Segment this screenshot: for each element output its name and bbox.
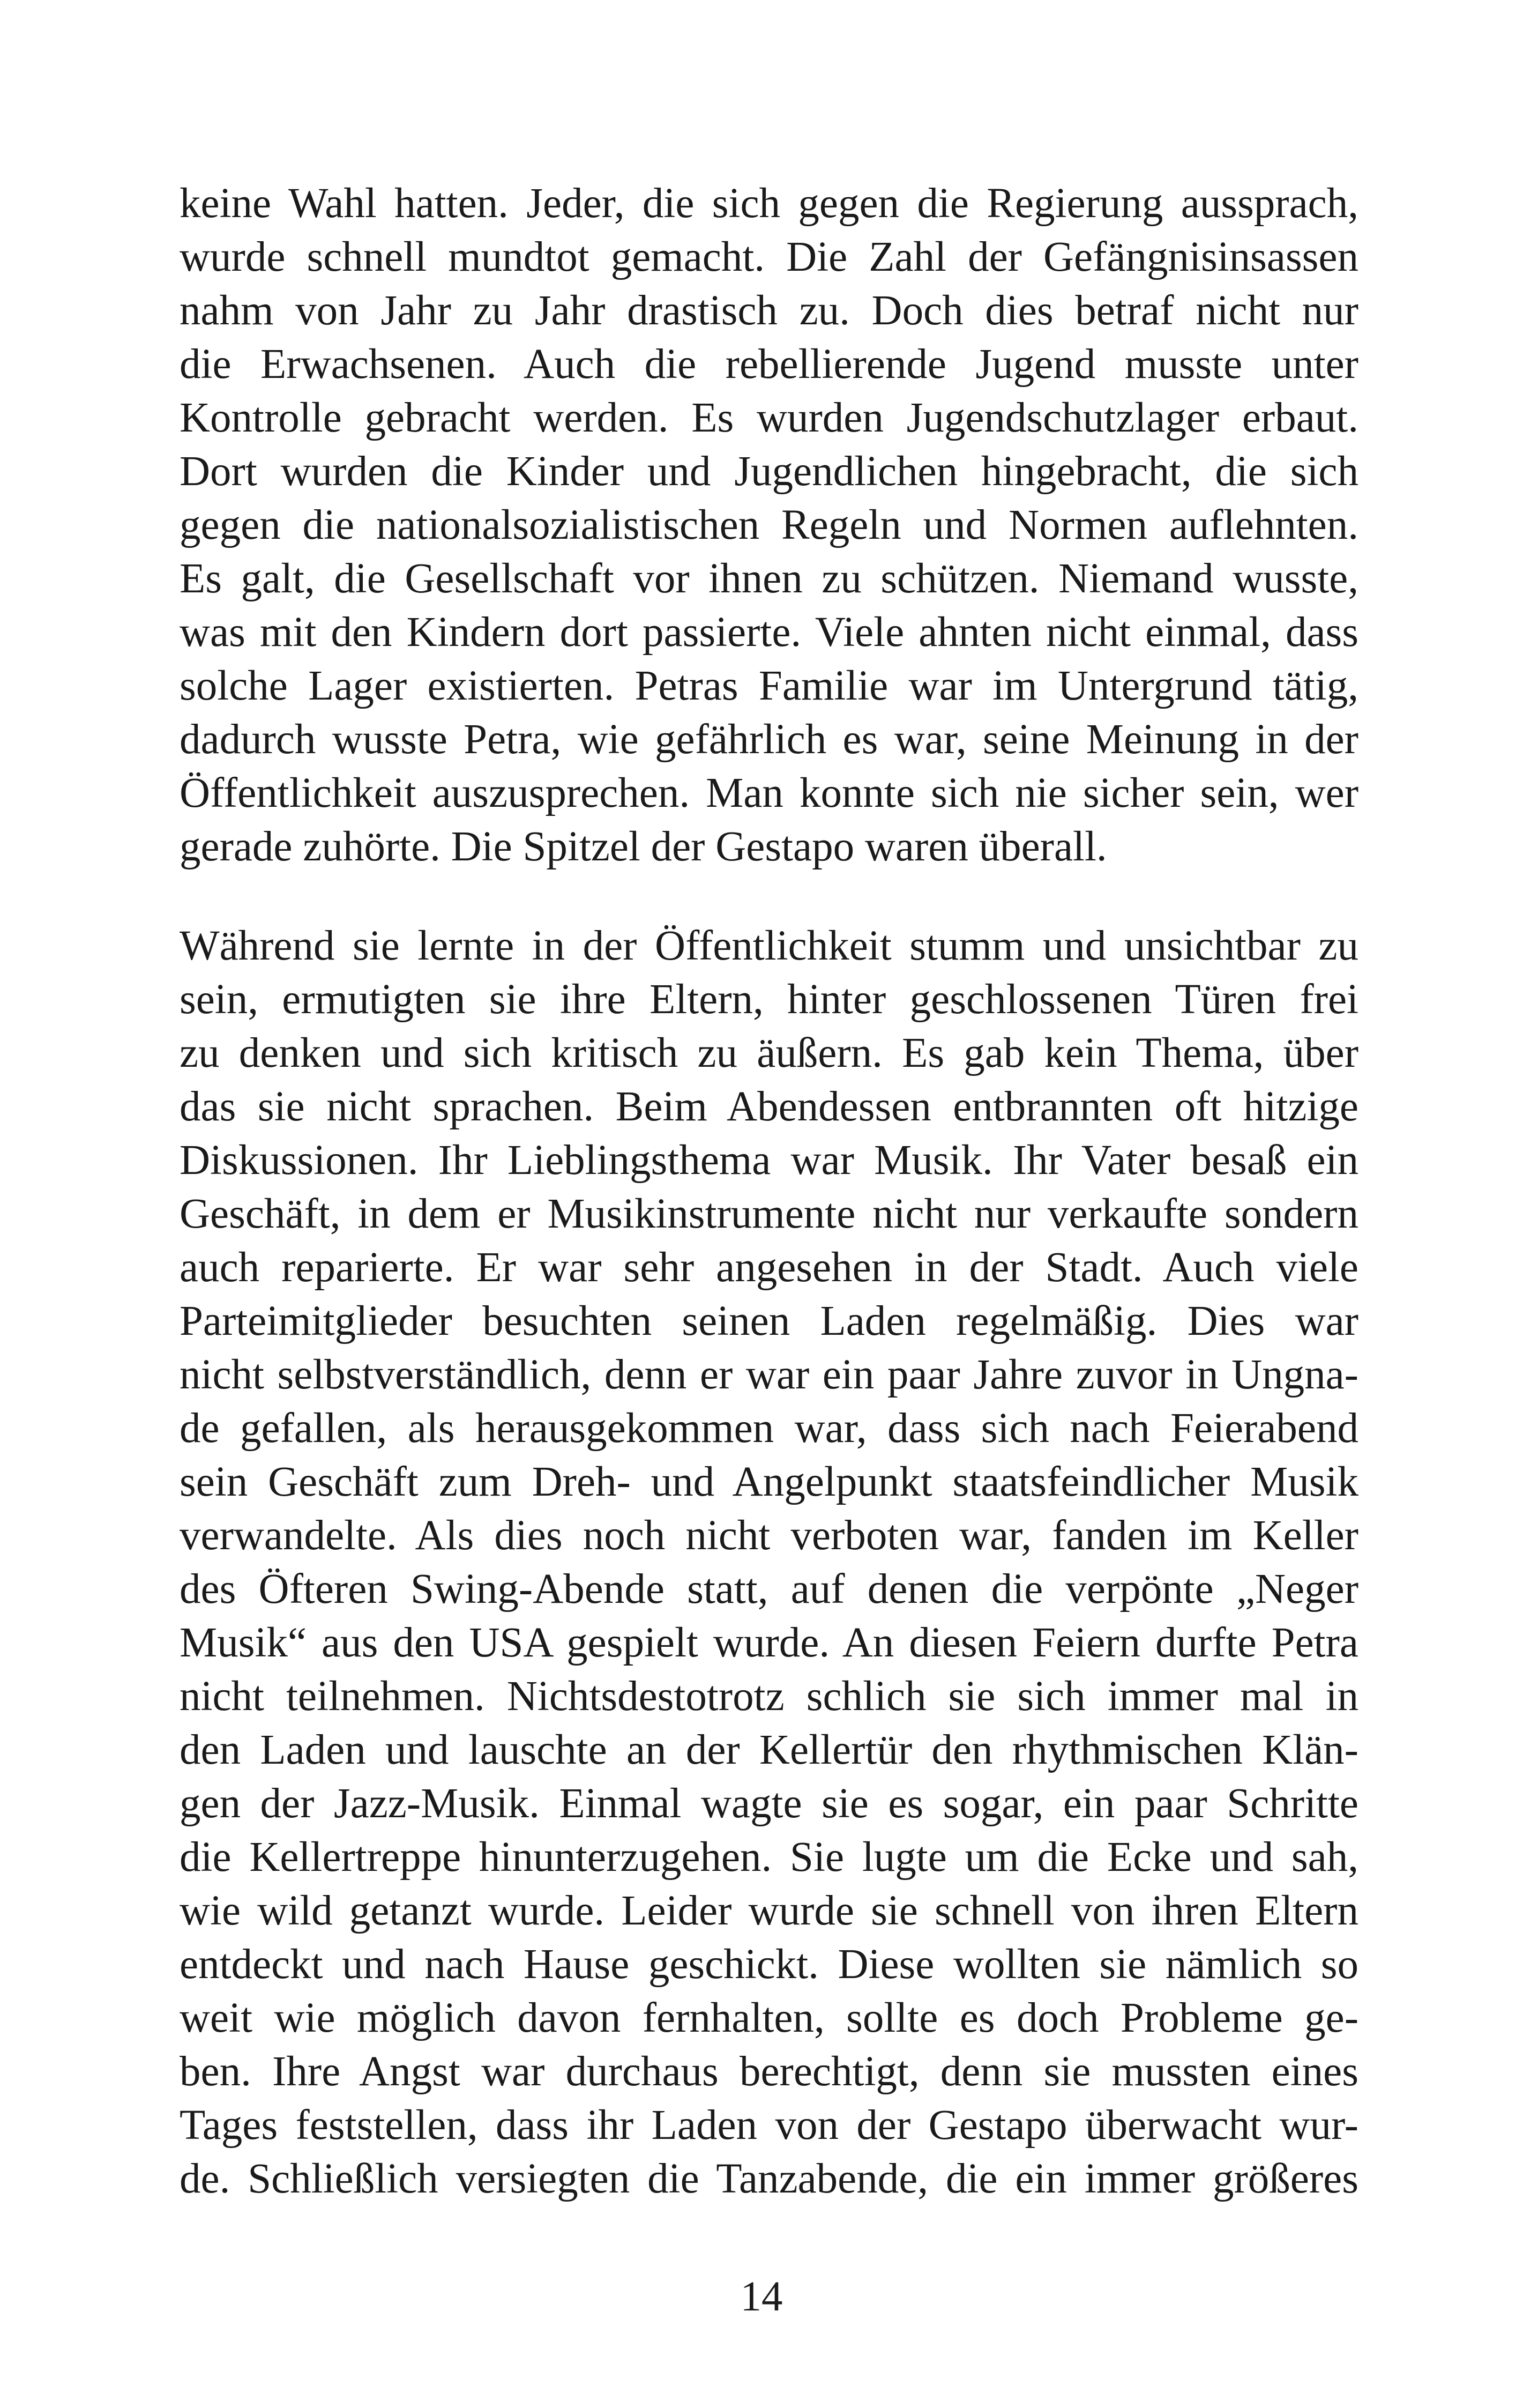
- text-line: den Laden und lauschte an der Kellertür den rhythmischen Klän-: [180, 1727, 1358, 1773]
- text-line: auch reparierte. Er war sehr angesehen in der Stadt. Auch viele: [180, 1244, 1358, 1291]
- text-line: gen der Jazz-Musik. Einmal wagte sie es sogar, ein paar Schritte: [180, 1780, 1358, 1827]
- text-line: ben. Ihre Angst war durchaus berechtigt, denn sie mussten eines: [180, 2048, 1358, 2095]
- text-line: des Öfteren Swing-Abende statt, auf denen die verpönte „Neger: [180, 1566, 1358, 1612]
- text-line: was mit den Kindern dort passierte. Viele ahnten nicht einmal, dass: [180, 609, 1358, 656]
- text-line: Es galt, die Gesellschaft vor ihnen zu schützen. Niemand wusste,: [180, 555, 1358, 602]
- text-line: gerade zuhörte. Die Spitzel der Gestapo waren überall.: [180, 823, 1107, 870]
- text-line: keine Wahl hatten. Jeder, die sich gegen die Regierung aussprach,: [180, 180, 1358, 227]
- text-line: de. Schließlich versiegten die Tanzabende, die ein immer größeres: [180, 2156, 1358, 2202]
- paragraph-1: [180, 177, 1358, 874]
- text-line: Parteimitglieder besuchten seinen Laden regelmäßig. Dies war: [180, 1298, 1358, 1344]
- text-line: das sie nicht sprachen. Beim Abendessen entbrannten oft hitzige: [180, 1083, 1358, 1130]
- text-line: Kontrolle gebracht werden. Es wurden Jugendschutzlager erbaut.: [180, 395, 1358, 441]
- text-line: verwandelte. Als dies noch nicht verboten war, fanden im Keller: [180, 1512, 1358, 1559]
- text-line: sein, ermutigten sie ihre Eltern, hinter geschlossenen Türen frei: [180, 976, 1358, 1023]
- text-line: nahm von Jahr zu Jahr drastisch zu. Doch dies betraf nicht nur: [180, 287, 1358, 334]
- text-line: Während sie lernte in der Öffentlichkeit stumm und unsichtbar zu: [180, 923, 1358, 969]
- text-line: wie wild getanzt wurde. Leider wurde sie schnell von ihren Eltern: [180, 1887, 1358, 1934]
- paragraph-2: [180, 919, 1358, 2206]
- text-line: entdeckt und nach Hause geschickt. Diese wollten sie nämlich so: [180, 1941, 1358, 1988]
- text-line: nicht selbstverständlich, denn er war ein paar Jahre zuvor in Ungna-: [180, 1351, 1358, 1398]
- text-line: zu denken und sich kritisch zu äußern. Es gab kein Thema, über: [180, 1030, 1358, 1076]
- text-line: Musik“ aus den USA gespielt wurde. An diesen Feiern durfte Petra: [180, 1619, 1358, 1666]
- text-line: die Kellertreppe hinunterzugehen. Sie lugte um die Ecke und sah,: [180, 1834, 1358, 1881]
- text-line: sein Geschäft zum Dreh- und Angelpunkt staatsfeindlicher Musik: [180, 1459, 1358, 1505]
- text-line: weit wie möglich davon fernhalten, sollte es doch Probleme ge-: [180, 1995, 1358, 2041]
- text-line: de gefallen, als herausgekommen war, dass sich nach Feierabend: [180, 1405, 1358, 1452]
- text-line: Öffentlichkeit auszusprechen. Man konnte sich nie sicher sein, wer: [180, 770, 1358, 816]
- text-line: nicht teilnehmen. Nichtsdestotrotz schlich sie sich immer mal in: [180, 1673, 1358, 1720]
- page-number: 14: [740, 2273, 783, 2320]
- text-line: Tages feststellen, dass ihr Laden von der Gestapo überwacht wur-: [180, 2102, 1358, 2149]
- text-line: die Erwachsenen. Auch die rebellierende Jugend musste unter: [180, 341, 1358, 388]
- text-line: solche Lager existierten. Petras Familie war im Untergrund tätig,: [180, 663, 1358, 709]
- text-line: gegen die nationalsozialistischen Regeln und Normen auflehnten.: [180, 502, 1358, 548]
- text-line: wurde schnell mundtot gemacht. Die Zahl der Gefängnisinsassen: [180, 234, 1358, 280]
- text-line: Diskussionen. Ihr Lieblingsthema war Musik. Ihr Vater besaß ein: [180, 1137, 1358, 1184]
- text-line: Geschäft, in dem er Musikinstrumente nicht nur verkaufte sondern: [180, 1191, 1358, 1237]
- text-line: Dort wurden die Kinder und Jugendlichen hingebracht, die sich: [180, 448, 1358, 495]
- text-line: dadurch wusste Petra, wie gefährlich es war, seine Meinung in der: [180, 716, 1358, 763]
